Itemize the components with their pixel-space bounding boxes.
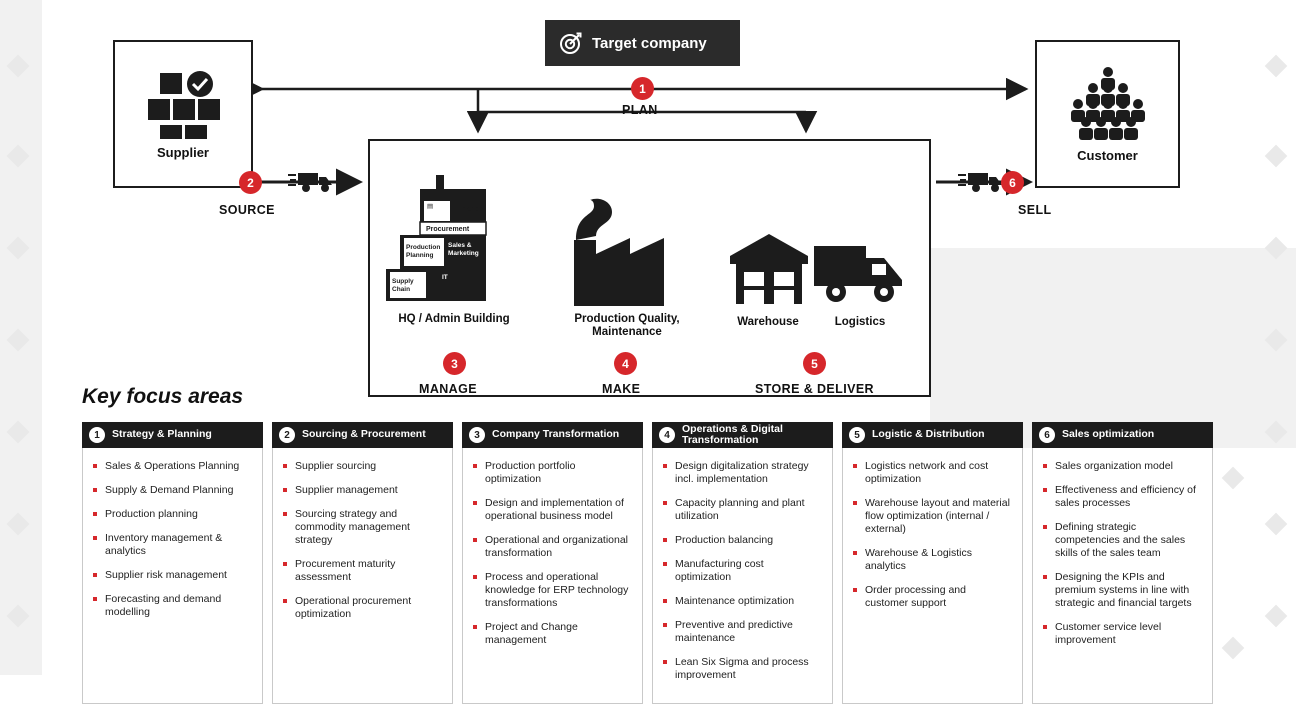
customer-box bbox=[1035, 40, 1180, 188]
step-6-badge: 6 bbox=[1001, 171, 1024, 194]
focus-card-operations-digital-transformation[interactable] bbox=[652, 422, 833, 704]
focus-card-title: Sales optimization bbox=[1062, 428, 1155, 441]
list-item: Sales organization model bbox=[1043, 460, 1202, 473]
focus-card-header bbox=[462, 422, 643, 448]
svg-text:Planning: Planning bbox=[406, 252, 434, 259]
step-1-badge: 1 bbox=[631, 77, 654, 100]
supplier-box bbox=[113, 40, 253, 188]
list-item: Order processing and customer support bbox=[853, 584, 1012, 610]
list-item: Project and Change management bbox=[473, 621, 632, 647]
logistics-truck-icon bbox=[812, 236, 908, 308]
step-6-label: SELL bbox=[1018, 203, 1052, 217]
list-item: Sourcing strategy and commodity management strategy bbox=[283, 508, 442, 547]
focus-card-company-transformation[interactable] bbox=[462, 422, 643, 704]
list-item: Supply & Demand Planning bbox=[93, 484, 252, 497]
logistics-caption: Logistics bbox=[834, 316, 886, 328]
step-4-badge: 4 bbox=[614, 352, 637, 375]
warehouse-caption: Warehouse bbox=[737, 316, 799, 328]
step-2-badge: 2 bbox=[239, 171, 262, 194]
step-3-badge: 3 bbox=[443, 352, 466, 375]
list-item: Operational and organizational transformation bbox=[473, 534, 632, 560]
label-procurement: Procurement bbox=[426, 226, 470, 233]
step-5-label: STORE & DELIVER bbox=[755, 382, 874, 396]
list-item: Preventive and predictive maintenance bbox=[663, 619, 822, 645]
svg-text:▤: ▤ bbox=[427, 203, 434, 210]
list-item: Production portfolio optimization bbox=[473, 460, 632, 486]
list-item: Forecasting and demand modelling bbox=[93, 593, 252, 619]
list-item: Capacity planning and plant utilization bbox=[663, 497, 822, 523]
svg-text:Chain: Chain bbox=[392, 286, 411, 293]
focus-card-title: Operations & Digital Transformation bbox=[682, 422, 783, 446]
list-item: Defining strategic competencies and the sales skills of the sales team bbox=[1043, 521, 1202, 560]
supplier-label: Supplier bbox=[156, 144, 209, 160]
focus-card-header bbox=[82, 422, 263, 448]
focus-card-number: 4 bbox=[659, 427, 675, 443]
focus-card-body bbox=[1032, 448, 1213, 704]
list-item: Production planning bbox=[93, 508, 252, 521]
focus-card-logistic-distribution[interactable] bbox=[842, 422, 1023, 704]
focus-card-body bbox=[272, 448, 453, 704]
step-4-label: MAKE bbox=[602, 382, 641, 396]
key-focus-areas-heading: Key focus areas bbox=[82, 385, 244, 408]
truck-icon-source bbox=[288, 166, 336, 194]
focus-card-number: 6 bbox=[1039, 427, 1055, 443]
focus-card-header bbox=[842, 422, 1023, 448]
list-item: Warehouse & Logistics analytics bbox=[853, 547, 1012, 573]
hq-admin-building-icon bbox=[380, 175, 528, 305]
list-item: Inventory management & analytics bbox=[93, 532, 252, 558]
focus-card-header bbox=[1032, 422, 1213, 448]
focus-card-sourcing-procurement[interactable] bbox=[272, 422, 453, 704]
list-item: Process and operational knowledge for ERP technology transformations bbox=[473, 571, 632, 610]
list-item: Supplier risk management bbox=[93, 569, 252, 582]
label-it: IT bbox=[442, 274, 448, 281]
focus-card-number: 2 bbox=[279, 427, 295, 443]
list-item: Production balancing bbox=[663, 534, 822, 547]
target-company-label: Target company bbox=[592, 34, 707, 52]
focus-card-body bbox=[82, 448, 263, 704]
focus-card-header bbox=[652, 422, 833, 448]
focus-card-title: Logistic & Distribution bbox=[872, 428, 985, 441]
list-item: Sales & Operations Planning bbox=[93, 460, 252, 473]
step-2-label: SOURCE bbox=[219, 203, 275, 217]
customer-label: Customer bbox=[1077, 147, 1138, 163]
key-focus-cards bbox=[82, 422, 1213, 704]
factory-caption: Production Quality, Maintenance bbox=[574, 313, 680, 338]
list-item: Design and implementation of operational business model bbox=[473, 497, 632, 523]
list-item: Lean Six Sigma and process improvement bbox=[663, 656, 822, 682]
customer-people-icon bbox=[1065, 66, 1151, 144]
hq-admin-building-caption: HQ / Admin Building bbox=[398, 313, 510, 325]
list-item: Supplier sourcing bbox=[283, 460, 442, 473]
list-item: Maintenance optimization bbox=[663, 595, 822, 608]
target-company-badge bbox=[545, 20, 740, 66]
list-item: Customer service level improvement bbox=[1043, 621, 1202, 647]
step-3-label: MANAGE bbox=[419, 382, 477, 396]
truck-icon-sell bbox=[958, 166, 1006, 194]
factory-icon bbox=[562, 198, 692, 308]
focus-card-number: 5 bbox=[849, 427, 865, 443]
warehouse-icon bbox=[726, 230, 812, 306]
list-item: Manufacturing cost optimization bbox=[663, 558, 822, 584]
list-item: Supplier management bbox=[283, 484, 442, 497]
svg-text:Marketing: Marketing bbox=[448, 250, 479, 257]
focus-card-body bbox=[842, 448, 1023, 704]
list-item: Logistics network and cost optimization bbox=[853, 460, 1012, 486]
list-item: Warehouse layout and material flow optimization (internal / external) bbox=[853, 497, 1012, 536]
focus-card-number: 1 bbox=[89, 427, 105, 443]
step-5-badge: 5 bbox=[803, 352, 826, 375]
focus-card-body bbox=[462, 448, 643, 704]
svg-text:Supply: Supply bbox=[392, 278, 414, 285]
focus-card-body bbox=[652, 448, 833, 704]
target-icon bbox=[559, 31, 583, 55]
supplier-boxes-icon bbox=[142, 69, 224, 141]
list-item: Operational procurement optimization bbox=[283, 595, 442, 621]
list-item: Design digitalization strategy incl. implementation bbox=[663, 460, 822, 486]
focus-card-header bbox=[272, 422, 453, 448]
step-1-label: PLAN bbox=[622, 103, 658, 117]
focus-card-title: Sourcing & Procurement bbox=[302, 428, 426, 441]
focus-card-strategy-planning[interactable] bbox=[82, 422, 263, 704]
list-item: Procurement maturity assessment bbox=[283, 558, 442, 584]
focus-card-sales-optimization[interactable] bbox=[1032, 422, 1213, 704]
svg-text:Production: Production bbox=[406, 244, 441, 251]
svg-text:Sales &: Sales & bbox=[448, 242, 472, 249]
focus-card-title: Company Transformation bbox=[492, 428, 620, 441]
list-item: Effectiveness and efficiency of sales processes bbox=[1043, 484, 1202, 510]
label-finance: Finance bbox=[455, 204, 484, 213]
list-item: Designing the KPIs and premium systems in line with strategic and financial targets bbox=[1043, 571, 1202, 610]
focus-card-title: Strategy & Planning bbox=[112, 428, 212, 441]
focus-card-number: 3 bbox=[469, 427, 485, 443]
